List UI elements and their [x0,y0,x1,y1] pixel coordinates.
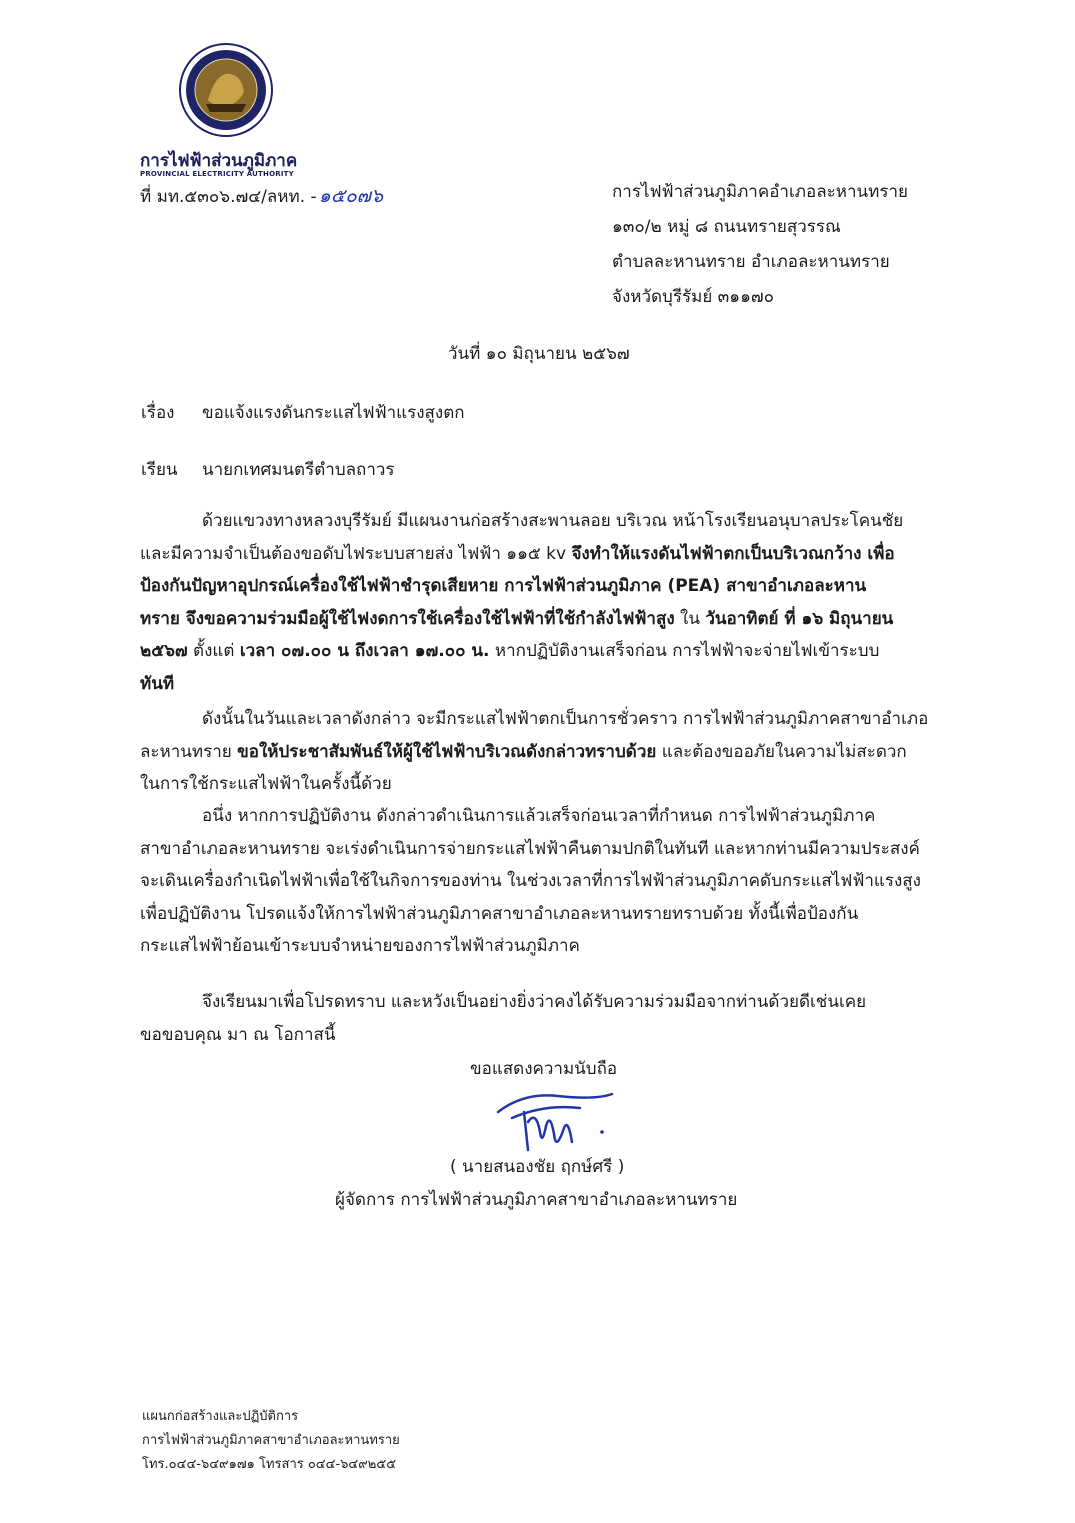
subject-row [141,399,465,426]
paragraph-line: ป้องกันปัญหาอุปกรณ์เครื่องใช้ไฟฟ้าชำรุดเสียหาย การไฟฟ้าส่วนภูมิภาค (PEA) สาขาอำเภอละหาน [140,576,867,596]
paragraph-line: เพื่อปฏิบัติงาน โปรดแจ้งให้การไฟฟ้าส่วนภูมิภาคสาขาอำเภอละหานทรายทราบด้วย ทั้งนี้เพื่อป้องกัน [140,903,859,924]
subject-label: เรื่อง [141,403,175,423]
closing-salutation: ขอแสดงความนับถือ [470,1059,618,1079]
reference-prefix: ที่ มท.๕๓๐๖.๗๔/ลหท. - [140,187,317,207]
body-paragraph-1 [140,505,955,700]
text-span: ตั้งแต่ [187,641,240,661]
paragraph-line [140,603,955,636]
body-paragraph-3 [140,800,955,963]
bold-span: ขอให้ประชาสัมพันธ์ให้ผู้ใช้ไฟฟ้าบริเวณดังกล่าวทราบด้วย [237,741,657,762]
paragraph-line: ขอขอบคุณ มา ณ โอกาสนี้ [140,1024,336,1045]
recipient-text: นายกเทศมนตรีตำบลถาวร [202,460,395,480]
signature-icon [484,1082,624,1162]
paragraph-line [140,736,955,769]
text-span: ละหานทราย [140,741,238,762]
bold-span: เวลา ๐๗.๐๐ น ถึงเวลา ๑๗.๐๐ น. [239,641,490,661]
footer-line: การไฟฟ้าส่วนภูมิภาคสาขาอำเภอละหานทราย [142,1433,400,1448]
sender-address [612,175,908,315]
recipient-row [141,456,395,483]
text-span: ใน [674,608,706,629]
paragraph-line: ด้วยแขวงทางหลวงบุรีรัมย์ มีแผนงานก่อสร้างสะพานลอย บริเวณ หน้าโรงเรียนอนุบาลประโคนชัย [202,511,904,531]
bold-span: ทราย จึงขอความร่วมมือผู้ใช้ไฟงดการใช้เครื่องใช้ไฟฟ้าที่ใช้กำลังไฟฟ้าสูง [140,608,675,629]
letter-date: วันที่ ๑๐ มิถุนายน ๒๕๖๗ [448,344,630,364]
bold-span: จึงทำให้แรงดันไฟฟ้าตกเป็นบริเวณกว้าง เพื่อ [571,543,895,564]
subject-text: ขอแจ้งแรงดันกระแสไฟฟ้าแรงสูงตก [202,403,465,423]
paragraph-line: จึงเรียนมาเพื่อโปรดทราบ และหวังเป็นอย่างยิ่งว่าคงได้รับความร่วมมือจากท่านด้วยดีเช่นเคย [202,992,867,1012]
bold-span: วันอาทิตย์ ที่ ๑๖ มิถุนายน [705,608,894,629]
paragraph-line [140,538,955,571]
text-span: หากปฏิบัติงานเสร็จก่อน การไฟฟ้าจะจ่ายไฟเข้าระบบ [489,641,880,661]
reference-number [140,181,383,211]
paragraph-line: ในการใช้กระแสไฟฟ้าในครั้งนี้ด้วย [140,774,392,794]
footer-contact [142,1405,400,1477]
reference-handwritten: ๑๕๐๗๖ [318,185,384,207]
footer-line: โทร.๐๔๔-๖๔๙๑๗๑ โทรสาร ๐๔๔-๖๔๙๒๕๕ [142,1457,397,1472]
paragraph-line: อนึ่ง หากการปฏิบัติงาน ดังกล่าวดำเนินการแล้วเสร็จก่อนเวลาที่กำหนด การไฟฟ้าส่วนภูมิภาค [202,806,876,826]
text-span: และมีความจำเป็นต้องขอดับไฟระบบสายส่ง ไฟฟ้า ๑๑๕ kv [140,543,572,564]
paragraph-line: ดังนั้นในวันและเวลาดังกล่าว จะมีกระแสไฟฟ้าตกเป็นการชั่วคราว การไฟฟ้าส่วนภูมิภาคสาขาอำเภอ [202,709,929,729]
footer-line: แผนกก่อสร้างและปฏิบัติการ [142,1409,299,1424]
signer-position: ผู้จัดการ การไฟฟ้าส่วนภูมิภาคสาขาอำเภอละหานทราย [335,1190,738,1210]
address-line: จังหวัดบุรีรัมย์ ๓๑๑๗๐ [612,287,775,307]
paragraph-line: จะเดินเครื่องกำเนิดไฟฟ้าเพื่อใช้ในกิจการของท่าน ในช่วงเวลาที่การไฟฟ้าส่วนภูมิภาคดับกระแสไฟฟ้าแรงสูง [140,871,921,891]
bold-span: ๒๕๖๗ [140,641,188,661]
org-name-english: PROVINCIAL ELECTRICITY AUTHORITY [140,170,294,178]
paragraph-line: กระแสไฟฟ้าย้อนเข้าระบบจำหน่ายของการไฟฟ้าส่วนภูมิภาค [140,936,580,956]
body-paragraph-2 [140,703,955,801]
paragraph-line: ทันที [140,673,175,694]
paragraph-line [140,635,955,668]
address-line: ๑๓๐/๒ หมู่ ๘ ถนนทรายสุวรรณ [612,217,841,237]
pea-logo-icon [178,42,274,138]
signer-name: ( นายสนองชัย ฤกษ์ศรี ) [450,1157,625,1177]
address-line: การไฟฟ้าส่วนภูมิภาคอำเภอละหานทราย [612,182,908,202]
body-paragraph-4 [140,986,955,1051]
address-line: ตำบลละหานทราย อำเภอละหานทราย [612,252,890,272]
text-span: และต้องขออภัยในความไม่สะดวก [656,741,907,762]
recipient-label: เรียน [141,460,178,480]
org-name-thai: การไฟฟ้าส่วนภูมิภาค [140,151,298,171]
paragraph-line: สาขาอำเภอละหานทราย จะเร่งดำเนินการจ่ายกระแสไฟฟ้าคืนตามปกติในทันที และหากท่านมีความประสงค์ [140,838,920,859]
